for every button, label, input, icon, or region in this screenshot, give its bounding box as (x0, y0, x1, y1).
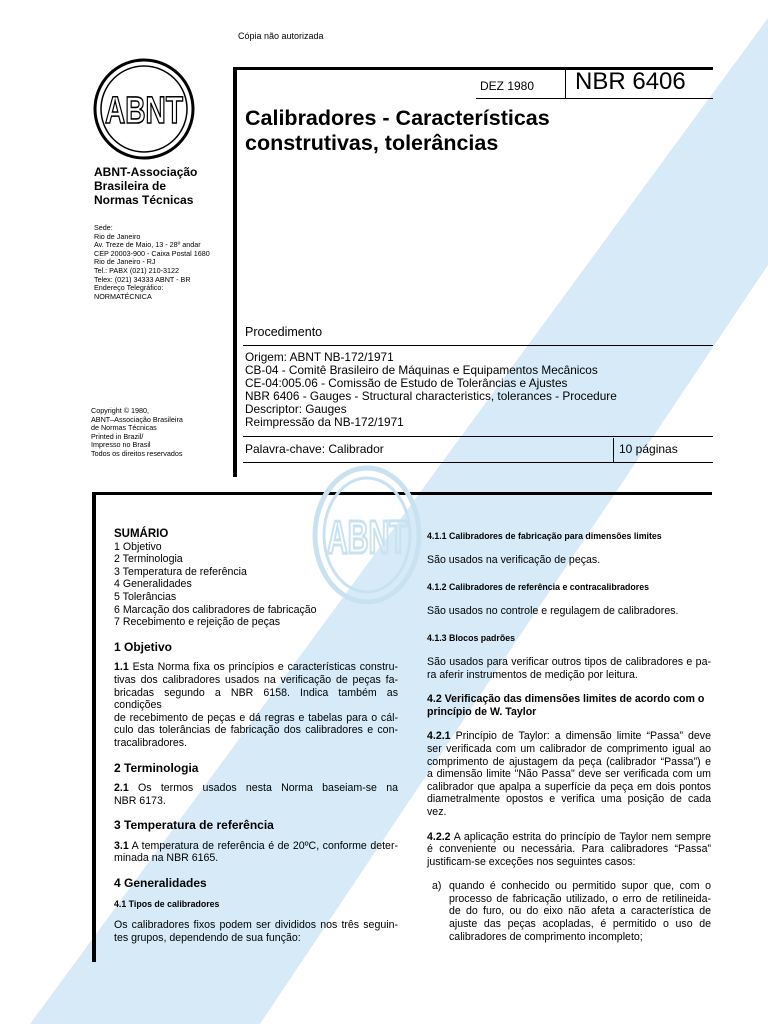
paragraph-line: tracalibradores. (114, 736, 188, 749)
paragraph-line (427, 730, 711, 743)
text-line: Os termos usados nesta Norma baseiam-se na (138, 782, 398, 795)
copyright-line: Printed in Brazil/ (91, 431, 144, 441)
standard-number: NBR 6406 (575, 68, 686, 95)
svg-text:ABNT: ABNT (105, 90, 183, 132)
clause-number: 4.2.1 (427, 730, 451, 743)
address-block (94, 224, 210, 301)
organization-name (94, 165, 234, 207)
copyright-line: Todos os direitos reservados (91, 448, 183, 458)
copyright-line: ABNT–Associação Brasileira (91, 414, 183, 424)
org-line: Brasileira de (94, 179, 167, 193)
column-right (427, 530, 711, 943)
paragraph-line: calibradores de comprimento incompleto; (449, 930, 643, 943)
origin-line: CE-04:005.06 - Comissão de Estudo de Tolerâncias e Ajustes (245, 376, 568, 390)
section-heading-line: princípio de W. Taylor (427, 705, 537, 718)
paragraph-line: ra aferir instrumentos de medição por leitura. (427, 668, 638, 681)
document-title (245, 106, 550, 156)
abnt-logo (92, 57, 196, 161)
summary-item: 4 Generalidades (114, 578, 192, 591)
date-divider (565, 70, 566, 98)
summary-title: SUMÁRIO (114, 528, 169, 540)
org-line: Normas Técnicas (94, 193, 194, 207)
copyright-line: de Normas Técnicas (91, 423, 157, 433)
section-heading: 1 Objetivo (114, 639, 173, 654)
title-line: construtivas, tolerâncias (245, 131, 499, 155)
section-heading: 2 Terminologia (114, 760, 199, 775)
origin-line: NBR 6406 - Gauges - Structural characteristics, tolerances - Procedure (245, 389, 617, 403)
origin-line: Reimpressão da NB-172/1971 (245, 415, 404, 429)
origin-line: CB-04 - Comitê Brasileiro de Máquinas e Equipamentos Mecânicos (245, 363, 598, 377)
copyright-block (91, 407, 183, 459)
summary-item: 7 Recebimento e rejeição de peças (114, 616, 281, 629)
paragraph-line: NBR 6173. (114, 794, 166, 807)
keyword-rule-bottom (243, 462, 713, 463)
date-underline (476, 98, 713, 99)
document-type: Procedimento (245, 325, 323, 339)
clause-number: 2.1 (114, 782, 129, 795)
clause-number: 1.1 (114, 661, 129, 674)
section-heading: 4 Generalidades (114, 876, 207, 891)
origin-line: Descriptor: Gauges (245, 402, 347, 416)
address-line: Av. Treze de Maio, 13 - 28º andar (94, 240, 201, 250)
list-item (427, 880, 711, 943)
paragraph-line: tivas dos calibradores usados na verificação de peças fa- (114, 673, 398, 686)
section-heading-line: 4.2 Verificação das dimensões limites de acordo com o (427, 693, 705, 706)
paragraph-line: São usados no controle e regulagem de calibradores. (427, 604, 679, 617)
copyright-line: Copyright © 1980, (91, 406, 150, 415)
paragraph-line (114, 782, 398, 795)
paragraph-line: calibrador que apalpa a superfície da peça em dois pontos (427, 780, 711, 793)
summary-item: 3 Temperatura de referência (114, 565, 247, 578)
paragraph-line: de recebimento de peças e dá regras e tabelas para o cál- (114, 711, 398, 724)
body-frame-left (92, 492, 96, 962)
paragraph-line: bricadas segundo a NBR 6158. Indica também as condições (114, 686, 398, 712)
summary-item: 1 Objetivo (114, 540, 162, 553)
org-line: ABNT-Associação (94, 165, 198, 179)
paragraph-line: São usados para verificar outros tipos de calibradores e pa- (427, 655, 711, 668)
paragraph-line: ajuste das peças acopladas, é permitido o uso de (449, 918, 711, 931)
summary-item: 2 Terminologia (114, 553, 183, 566)
clause-number: 4.2.2 (427, 830, 451, 843)
paragraph-line: São usados na verificação de peças. (427, 553, 601, 566)
paragraph-line: de do furo, ou do eixo não afeta a característica de (449, 905, 711, 918)
procedure-rule (243, 345, 713, 346)
address-line: CEP 20003-900 - Caixa Postal 1680 (94, 248, 210, 258)
text-line: A temperatura de referência é de 20ºC, conforme deter- (131, 839, 399, 852)
page-count: 10 páginas (619, 442, 678, 456)
list-marker: a) (432, 880, 442, 893)
clause-number: 3.1 (114, 839, 129, 852)
text-line: Esta Norma fixa os princípios e características constru- (132, 661, 398, 674)
address-line: Rio de Janeiro (94, 231, 141, 241)
subsection-heading: 4.1.3 Blocos padrões (427, 633, 516, 644)
paragraph-line: ser verificada com um calibrador de comprimento igual ao (427, 742, 711, 755)
address-line: Telex: (021) 34333 ABNT - BR (94, 274, 191, 284)
text-line: Princípio de Taylor: a dimensão limite “Passa” deve (455, 730, 711, 743)
address-line: Rio de Janeiro - RJ (94, 257, 156, 267)
issue-date: DEZ 1980 (480, 79, 535, 93)
paragraph-line: minada na NBR 6165. (114, 852, 219, 865)
paragraph-line: justificam-se exceções nos seguintes casos: (427, 855, 636, 868)
keyword: Palavra-chave: Calibrador (245, 442, 384, 456)
header-frame-left (233, 67, 237, 477)
text-line: quando é conhecido ou permitido supor que, com o (449, 880, 711, 893)
address-line: Sede: (94, 223, 113, 232)
pages-divider (613, 438, 614, 462)
paragraph-line: a dimensão limite "Não Passa" deve ser verificada com um (427, 768, 711, 781)
address-line: NORMATÉCNICA (94, 291, 152, 301)
paragraph-line (114, 840, 398, 853)
copy-notice: Cópia não autorizada (238, 31, 324, 41)
section-heading: 3 Temperatura de referência (114, 818, 274, 833)
summary-item: 5 Tolerâncias (114, 590, 177, 603)
paragraph-line: vez. (427, 805, 447, 818)
address-line: Endereço Telegráfico: (94, 283, 164, 293)
subsection-heading: 4.1.1 Calibradores de fabricação para dimensões limites (427, 531, 662, 541)
paragraph-line: comprimento de ajustagem da peça (calibrador “Passa”) e (427, 755, 711, 768)
origin-block (245, 351, 617, 429)
paragraph-line: culo das tolerâncias de fabricação dos calibradores e con- (114, 724, 398, 737)
paragraph-line (427, 831, 711, 844)
address-line: Tel.: PABX (021) 210-3122 (94, 265, 179, 275)
paragraph-line: diametralmente opostos e verifica uma posição de cada (427, 793, 711, 806)
paragraph-line: tes grupos, dependendo de sua função: (114, 931, 301, 944)
copyright-line: Impresso no Brasil (91, 440, 151, 450)
summary-item: 6 Marcação dos calibradores de fabricação (114, 603, 317, 616)
subsection-heading: 4.1 Tipos de calibradores (114, 898, 220, 909)
subsection-heading: 4.1.2 Calibradores de referência e contracalibradores (427, 582, 649, 593)
keyword-rule-top (243, 436, 713, 437)
column-left (114, 528, 398, 944)
paragraph-line: Os calibradores fixos podem ser divididos nos três seguin- (114, 919, 398, 932)
text-line: A aplicação estrita do princípio de Taylor nem sempre (453, 830, 712, 843)
svg-text:ABNT: ABNT (327, 511, 407, 563)
title-line: Calibradores - Características (245, 106, 550, 130)
paragraph-line (114, 661, 398, 674)
paragraph-line: processo de fabricação utilizado, o erro de retilineida- (449, 892, 711, 905)
origin-line: Origem: ABNT NB-172/1971 (245, 350, 394, 364)
paragraph-line: é conveniente ou necessária. Para calibradores “Passa” (427, 843, 711, 856)
